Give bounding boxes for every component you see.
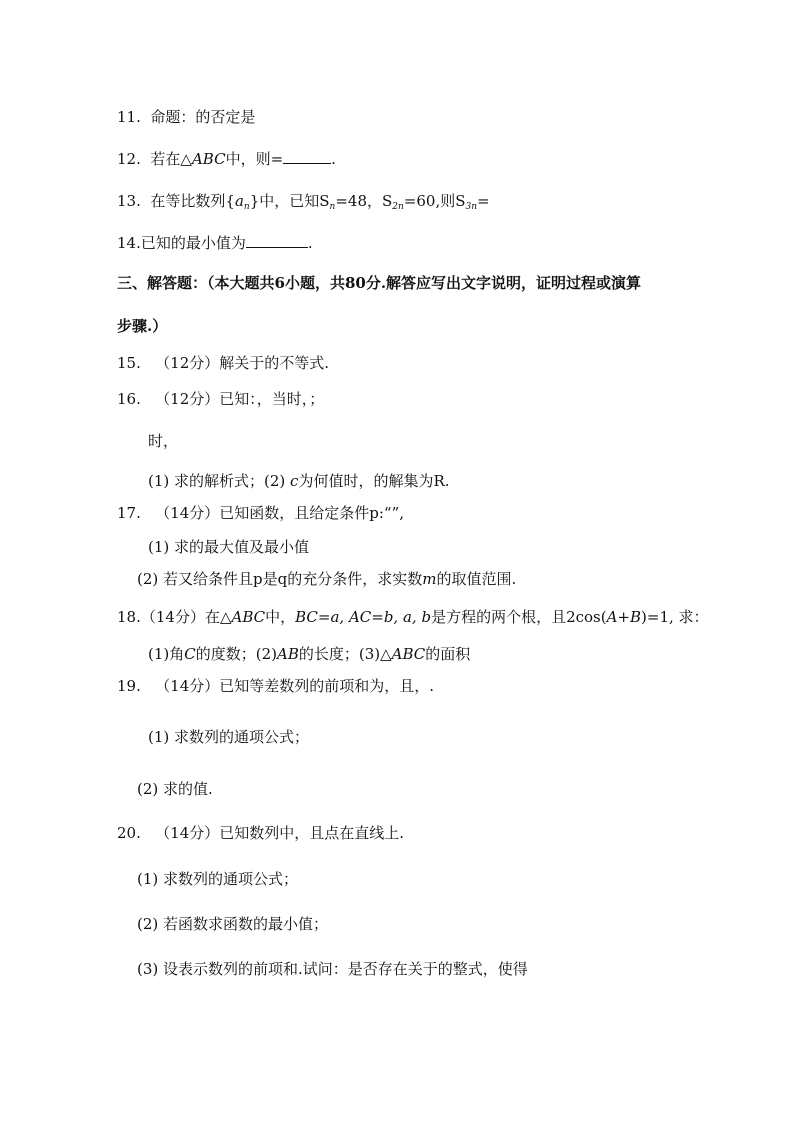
question-14: 14.已知的最小值为 . (117, 234, 313, 252)
question-text: 14.已知的最小值为 (117, 234, 246, 252)
question-number: 19. (117, 677, 141, 695)
question-12: 12. 若在△ABC中，则= . (117, 150, 336, 168)
question-text: 命题：的否定是 (150, 108, 256, 126)
question-18-parts: (1)角C的度数；(2)AB的长度；(3)△ABC的面积 (148, 645, 471, 663)
question-number: 17. (117, 504, 141, 522)
question-text: （14分）已知等差数列的前项和为，且，. (155, 677, 435, 695)
question-18: 18.（14分）在△ABC中，BC=a, AC=b, a, b是方程的两个根，且2cos(A+B)=1, 求： (117, 608, 709, 626)
question-20-part2: (2) 若函数求函数的最小值； (137, 915, 329, 933)
question-20-part3: (3) 设表示数列的前项和.试问：是否存在关于的整式，使得 (137, 960, 528, 978)
question-17 (117, 503, 404, 523)
section-heading: 三、解答题：（本大题共6小题，共80分.解答应写出文字说明，证明过程或演算 (117, 274, 642, 292)
question-19-part1: (1) 求数列的通项公式； (148, 728, 310, 746)
question-number: 13. (117, 192, 141, 210)
question-11 (117, 107, 255, 127)
question-text: （14分）已知函数，且给定条件p:“”, (155, 504, 405, 522)
question-number: 16. (117, 390, 141, 408)
question-text: （12分）解关于的不等式. (155, 354, 330, 372)
question-number: 15. (117, 354, 141, 372)
question-number: 11. (117, 108, 141, 126)
question-16-line2: 时， (148, 432, 179, 450)
section-heading-continued: 步骤.） (117, 317, 168, 335)
question-number: 12. (117, 150, 141, 168)
question-16 (117, 389, 324, 409)
question-20 (117, 823, 404, 843)
question-number: 18. (117, 608, 141, 626)
question-text: （12分）已知：，当时，； (155, 390, 325, 408)
question-number: 20. (117, 824, 141, 842)
question-17-part2: (2) 若又给条件且p是q的充分条件，求实数m的取值范围. (137, 570, 517, 588)
question-text: （14分）已知数列中，且点在直线上. (155, 824, 405, 842)
question-16-parts: (1) 求的解析式；(2) c为何值时，的解集为R. (148, 472, 450, 490)
question-13: 13. 在等比数列$\{a_n\}$中，已知$S_n=48$，$S_{2n}=60$,则$S_{3n}=$ (117, 192, 490, 212)
question-19-part2: (2) 求的值. (137, 780, 213, 798)
answer-blank (283, 149, 331, 164)
question-19 (117, 676, 434, 696)
question-20-part1: (1) 求数列的通项公式； (137, 870, 299, 888)
answer-blank (246, 233, 308, 248)
question-17-part1: (1) 求的最大值及最小值 (148, 538, 310, 556)
question-15 (117, 353, 329, 373)
